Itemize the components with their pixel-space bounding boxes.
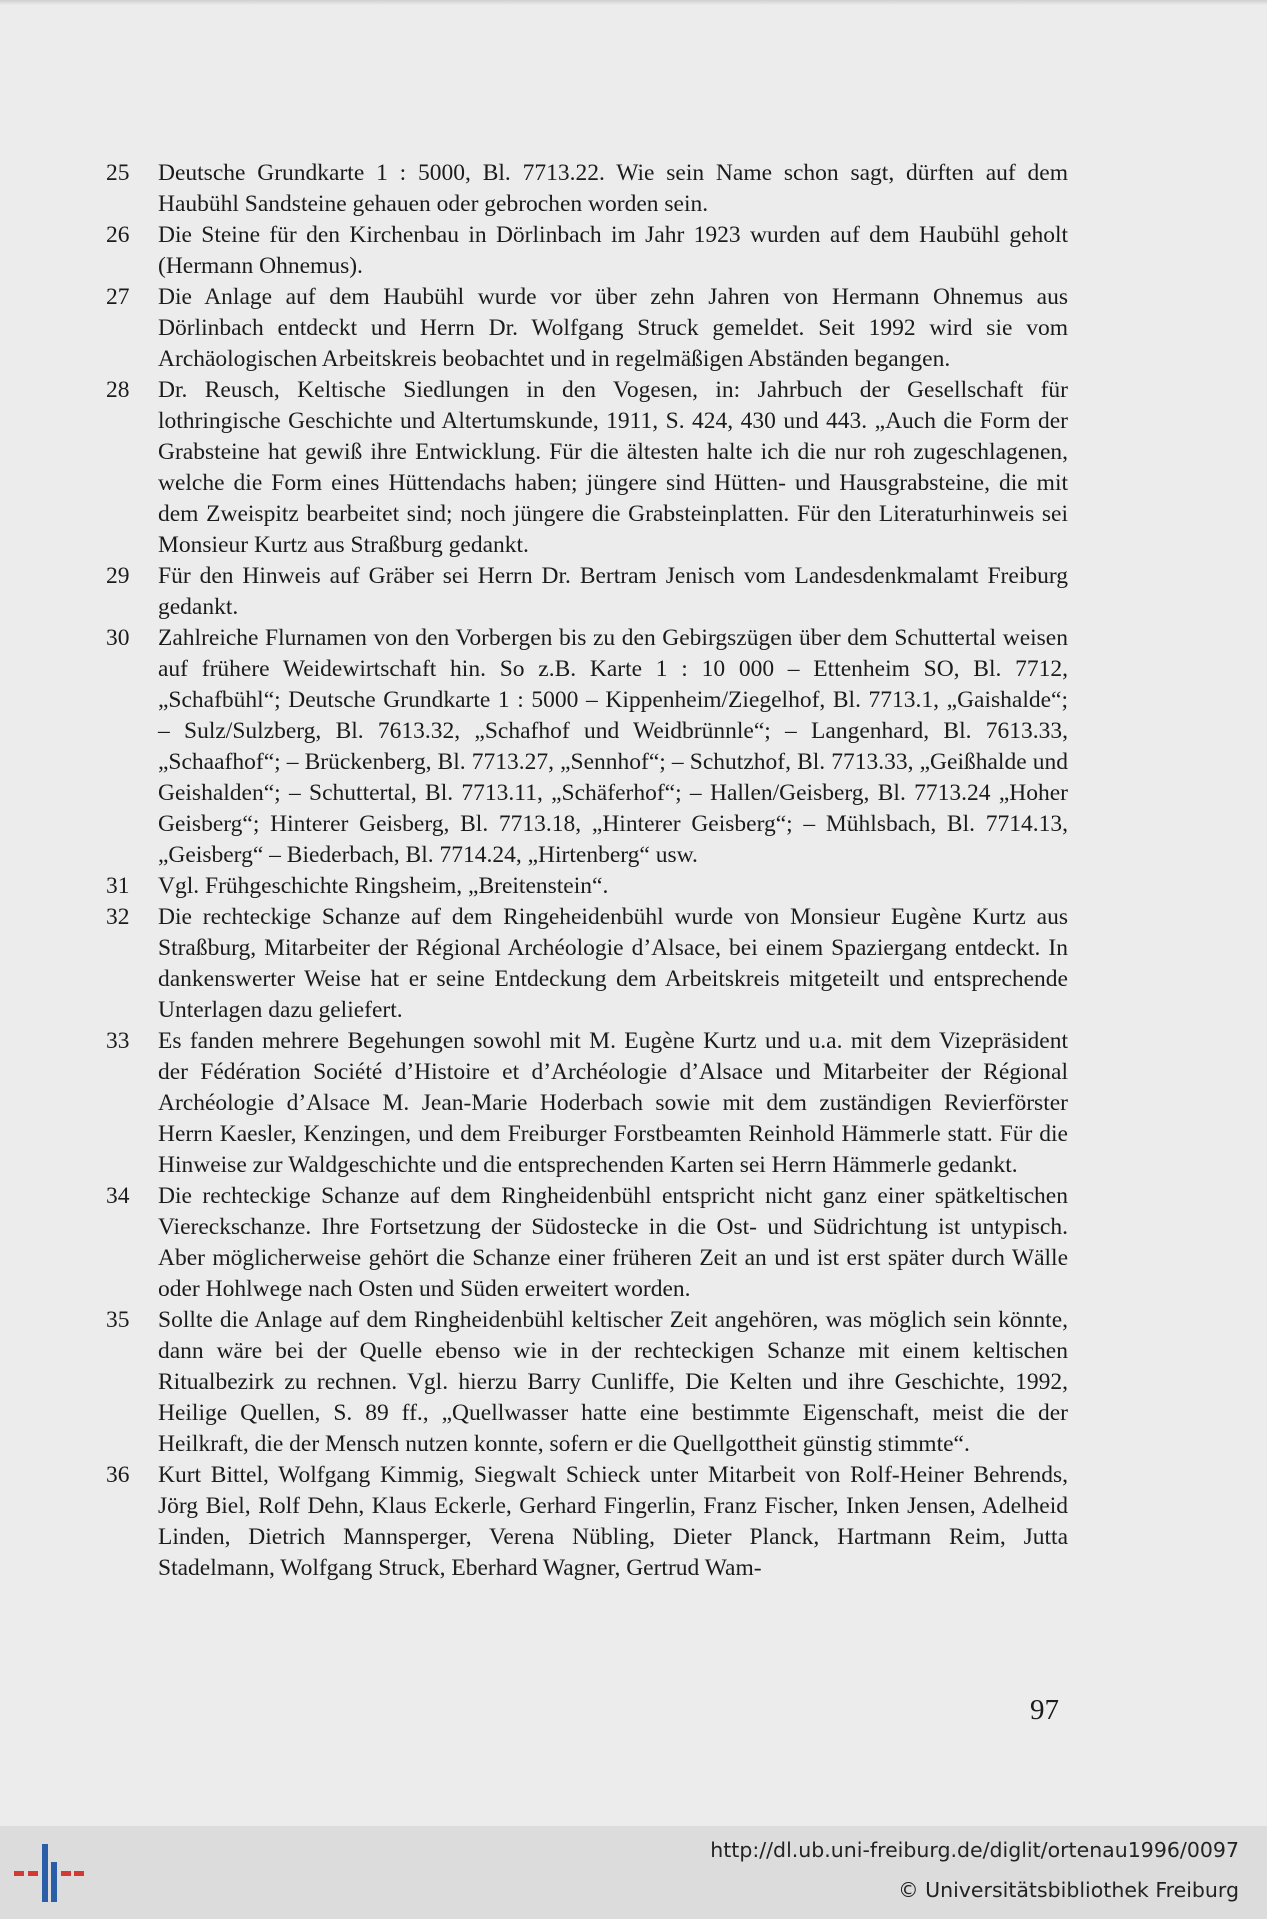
footnote-text: Kurt Bittel, Wolfgang Kimmig, Siegwalt Schieck unter Mitarbeit von Rolf-Heiner Behrends, Jörg Biel, Rolf Dehn, Klaus Eckerle, Gerhard Fingerlin, Franz Fischer, Inken Jensen, Adelheid Linden, Dietrich Mannsperger, Verena Nübling, Dieter Planck, Hartmann Reim, Jutta Stadelmann, Wolfgang Struck, Eberhard Wagner, Gertrud Wam- [158,1462,1068,1581]
footnote-text: Vgl. Frühgeschichte Ringsheim, „Breitenstein“. [158,873,609,899]
footnote-text: Die rechteckige Schanze auf dem Ringheidenbühl entspricht nicht ganz einer spätkeltischen Viereckschanze. Ihre Fortsetzung der Südostecke in die Ost- und Südrichtung ist untypisch. Aber möglicherweise gehört die Schanze einer früheren Zeit an und ist erst später durch Wälle oder Hohlwege nach Osten und Süden erweitert worden. [158,1183,1068,1302]
footnote-number: 35 [106,1307,130,1333]
footnote-35 [106,1305,1068,1460]
footnote-number: 31 [106,873,130,899]
footnote-36 [106,1460,1068,1584]
footnote-text: Zahlreiche Flurnamen von den Vorbergen bis zu den Gebirgszügen über dem Schuttertal weisen auf frühere Weidewirtschaft hin. So z.B. Karte 1 : 10 000 – Ettenheim SO, Bl. 7712, „Schafbühl“; Deutsche Grundkarte 1 : 5000 – Kippenheim/Ziegelhof, Bl. 7713.1, „Gaishalde“; – Sulz/Sulzberg, Bl. 7613.32, „Schafhof und Weidbrünnle“; – Langenhard, Bl. 7613.33, „Schaafhof“; – Brückenberg, Bl. 7713.27, „Sennhof“; – Schutzhof, Bl. 7713.33, „Geißhalde und Geishalden“; – Schuttertal, Bl. 7713.11, „Schäferhof“; – Hallen/Geisberg, Bl. 7713.24 „Hoher Geisberg“; Hinterer Geisberg, Bl. 7713.18, „Hinterer Geisberg“; – Mühlsbach, Bl. 7714.13, „Geisberg“ – Biederbach, Bl. 7714.24, „Hirtenberg“ usw. [158,625,1068,868]
copyright-notice: © Universitätsbibliothek Freiburg [898,1878,1239,1902]
footnote-text: Es fanden mehrere Begehungen sowohl mit M. Eugène Kurtz und u.a. mit dem Vizepräsident der Fédération Société d’Histoire et d’Archéologie d’Alsace und Mitarbeiter der Régional Archéologie d’Alsace M. Jean-Marie Hoderbach sowie mit dem zuständigen Revierförster Herrn Kaesler, Kenzingen, und dem Freiburger Forstbeamten Reinhold Hämmerle statt. Für die Hinweise zur Waldgeschichte und die entsprechenden Karten sei Herrn Hämmerle gedankt. [158,1028,1068,1178]
footnote-text: Dr. Reusch, Keltische Siedlungen in den Vogesen, in: Jahrbuch der Gesellschaft für lothringische Geschichte und Altertumskunde, 1911, S. 424, 430 und 443. „Auch die Form der Grabsteine hat gewiß ihre Entwicklung. Für die ältesten halte ich die nur roh zugeschlagenen, welche die Form eines Hüttendachs haben; jüngere sind Hütten- und Hausgrabsteine, die mit dem Zweispitz bearbeitet sind; noch jüngere die Grabsteinplatten. Für den Literaturhinweis sei Monsieur Kurtz aus Straßburg gedankt. [158,377,1068,558]
footnote-list [106,158,1068,1584]
page-top-edge [0,0,1267,5]
footnote-34 [106,1181,1068,1305]
footnote-25 [106,158,1068,220]
page-number: 97 [1030,1694,1059,1726]
footnote-text: Für den Hinweis auf Gräber sei Herrn Dr. Bertram Jenisch vom Landesdenkmalamt Freiburg gedankt. [158,563,1068,620]
footnote-number: 29 [106,563,130,589]
footnote-number: 30 [106,625,130,651]
footnote-31 [106,871,1068,902]
footnote-27 [106,282,1068,375]
footnote-28 [106,375,1068,561]
footnote-text: Die Anlage auf dem Haubühl wurde vor über zehn Jahren von Hermann Ohnemus aus Dörlinbach entdeckt und Herrn Dr. Wolfgang Struck gemeldet. Seit 1992 wird sie vom Archäologischen Arbeitskreis beobachtet und in regelmäßigen Abständen begangen. [158,284,1068,372]
footer-bar [0,1826,1267,1919]
footnote-33 [106,1026,1068,1181]
footnote-number: 25 [106,160,130,186]
permalink-url[interactable]: http://dl.ub.uni-freiburg.de/diglit/ortenau1996/0097 [710,1838,1239,1862]
footnote-number: 34 [106,1183,130,1209]
footnote-number: 36 [106,1462,130,1488]
footnote-text: Die Steine für den Kirchenbau in Dörlinbach im Jahr 1923 wurden auf dem Haubühl geholt (Hermann Ohnemus). [158,222,1068,279]
footnote-number: 33 [106,1028,130,1054]
footnote-30 [106,623,1068,871]
footnote-text: Die rechteckige Schanze auf dem Ringeheidenbühl wurde von Monsieur Eugène Kurtz aus Straßburg, Mitarbeiter der Régional Archéologie d’Alsace, bei einem Spaziergang entdeckt. In dankenswerter Weise hat er seine Entdeckung dem Arbeitskreis mitgeteilt und entsprechende Unterlagen dazu geliefert. [158,904,1068,1023]
footnote-29 [106,561,1068,623]
footnote-number: 32 [106,904,130,930]
footnote-number: 27 [106,284,130,310]
ub-freiburg-logo-icon[interactable] [14,1840,84,1906]
footnote-text: Deutsche Grundkarte 1 : 5000, Bl. 7713.22. Wie sein Name schon sagt, dürften auf dem Haubühl Sandsteine gehauen oder gebrochen worden sein. [158,160,1068,217]
footnote-number: 28 [106,377,130,403]
footnote-text: Sollte die Anlage auf dem Ringheidenbühl keltischer Zeit angehören, was möglich sein könnte, dann wäre bei der Quelle ebenso wie in der rechteckigen Schanze mit einem keltischen Ritualbezirk zu rechnen. Vgl. hierzu Barry Cunliffe, Die Kelten und ihre Geschichte, 1992, Heilige Quellen, S. 89 ff., „Quellwasser hatte eine bestimmte Eigenschaft, meist die der Heilkraft, die der Mensch nutzen konnte, sofern er die Quellgottheit günstig stimmte“. [158,1307,1068,1457]
footnote-32 [106,902,1068,1026]
footnote-number: 26 [106,222,130,248]
footnote-26 [106,220,1068,282]
